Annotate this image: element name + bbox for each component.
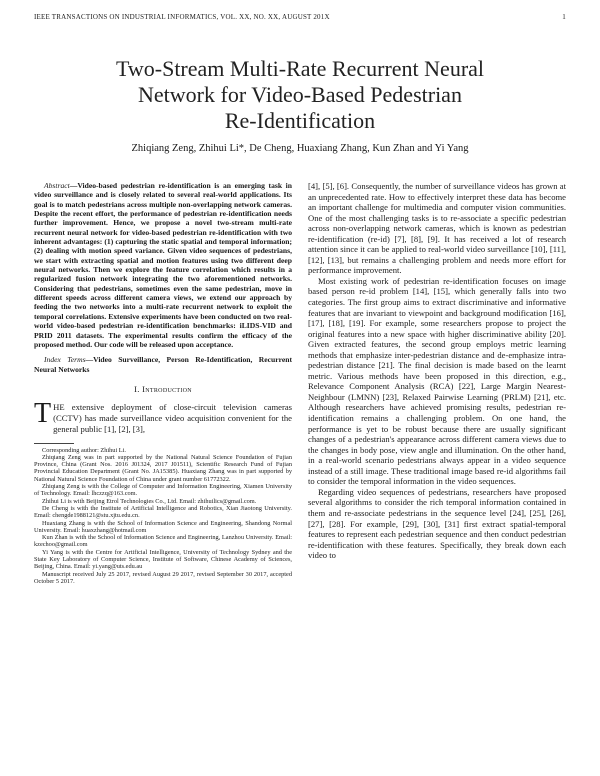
page-number: 1 — [562, 13, 566, 21]
index-terms — [34, 355, 292, 374]
abstract-label: Abstract — [44, 181, 70, 190]
footnote: De Cheng is with the Institute of Artificial Intelligence and Robotics, Xian Jiaotong University. Email: chengde1988121@stu.xjtu.edu.cn. — [34, 504, 292, 520]
right-column — [308, 181, 566, 771]
footnote-rule — [34, 443, 74, 444]
footnote: Zhiqiang Zeng is with the College of Computer and Information Engineering, Xiamen University of Technology. Email: lhczzq@163.com. — [34, 483, 292, 498]
title-line-2: Network for Video-Based Pedestrian — [138, 82, 462, 107]
author-list: Zhiqiang Zeng, Zhihui Li*, De Cheng, Huaxiang Zhang, Kun Zhan and Yi Yang — [131, 143, 469, 154]
body-paragraph: Regarding video sequences of pedestrians, researchers have proposed several algorithms to consider the rich temporal information contained in them and re-associate pedestrians in the sequence level [24], [25], [26], [27], [28]. For example, [29], [30], [31] first extract spatial-temporal features to represent each pedestrian sequence and then conduct pedestrian re-identification with these features. Specifically, they break down each video to — [308, 486, 566, 561]
abstract-text: —Video-based pedestrian re-identification is an emerging task in video surveillance and is closely related to several real-world applications. Its goal is to match pedestrians across multiple non-overlapping network cameras. Despite the recent effort, the performance of pedestrian re-identification needs further improvement. Hence, we propose a novel two-stream multi-rate recurrent neural network for video-based pedestrian re-identification with two inherent advantages: (1) capturing the static spatial and temporal information; (2) dealing with motion speed variance. Given video sequences of pedestrians, we start with extracting spatial and motion features using two different deep neural networks. Then we explore the feature correlation which results in a regularized fusion network integrating the two aforementioned networks. Considering that pedestrians, sometimes even the same pedestrian, move in different speeds across different camera views, we extend our approach by feeding the two networks into a multi-rate recurrent network to exploit the temporal correlations. Extensive experiments have been conducted on two real-world video-based pedestrian re-identification benchmarks: iLIDS-VID and PRID 2011 datasets. The experimental results confirm the efficacy of the proposed method. Our code will be released upon acceptance. — [34, 181, 292, 349]
footnote: Kun Zhan is with the School of Information Science and Engineering, Lanzhou University. Email: kzechoo@gmail.com — [34, 534, 292, 549]
journal-header: IEEE TRANSACTIONS ON INDUSTRIAL INFORMATICS, VOL. XX, NO. XX, AUGUST 201X — [34, 13, 330, 21]
body-paragraph: Most existing work of pedestrian re-identification focuses on image based person re-id problem [14], [15], which generally falls into two categories. The first group aims to extract discriminative and informative features that are invariant to viewpoint and background modification [16], [17], [18], [19]. For example, some researchers propose to project the original features into a new space with higher discriminative ability [20]. Given extracted features, the second group employs metric learning methods that emphasize inter-pedestrian distance and de-emphasize intra-pedestrian distance [21]. The final decision is made based on the learnt metric. Various methods have been proposed in this direction, e.g., Relevance Component Analysis (RCA) [22], Large Margin Nearest-Neighbour (LMNN) [23], Relaxed Pairwise Learning (PRLM) [21], etc. Although researchers have achieved promising results, pedestrian re-identification remains a challenging problem. On one hand, the performance is yet to be robust because there are usually significant changes of a pedestrian's appearance across different camera views due to the changes in body pose, view angle and illumination. On the other hand, in a real-world scenario pedestrians always appear in a video sequence instead of a still image. These traditional image based re-id algorithms fail to consider the temporal information in the video sequences. — [308, 275, 566, 487]
footnote: Manuscript received July 25 2017, revised August 29 2017, revised September 30 2017, accepted October 5 2017. — [34, 570, 292, 585]
running-header — [34, 13, 566, 25]
left-column — [34, 181, 292, 771]
title-line-1: Two-Stream Multi-Rate Recurrent Neural — [115, 56, 485, 81]
index-terms-label: Index Terms — [44, 355, 86, 365]
paper-title — [40, 56, 560, 134]
body-paragraph: [4], [5], [6]. Consequently, the number of surveillance videos has grown at an unprecedented rate. How to effectively interpret these data has become an important challenge for multimedia and computer vision communities. One of the most challenging tasks is to re-associate a specific pedestrian across non-overlapping network cameras, which is known as pedestrian re-identification (re-id) [7], [8], [9]. It has received a lot of research attention since it can be applied to real-world video surveillance [10], [11], [12], [13], but remains a challenging problem and needs more effort for performance improvement. — [308, 181, 566, 276]
drop-cap: T — [34, 397, 52, 429]
footnote: Zhiqiang Zeng was in part supported by the National Natural Science Foundation of Fujian Province, China (Grant Nos. 2016 J01324, 2017 J01511), Scientific Research Fund of Fujian Provincial Education Department (Grant No. JA15385). Huaxiang Zhang was in part supported by National Natural Science Foundation of China under grant number 61772322. — [34, 453, 292, 483]
footnote: Corresponding author: Zhihui Li. — [42, 446, 126, 454]
title-line-3: Re-Identification — [224, 108, 376, 133]
intro-paragraph: THE extensive deployment of close-circuit television cameras (CCTV) has made surveillance video acquisition convenient for the general public [1], [2], [3], — [34, 397, 292, 434]
intro-text: extensive deployment of close-circuit television cameras (CCTV) has made surveillance video acquisition convenient for the general public [1], [2], [3], — [53, 401, 292, 434]
index-terms-text: —Video Surveillance, Person Re-Identification, Recurrent Neural Networks — [34, 355, 292, 374]
footnote: Zhihui Li is with Beijing Etrol Technologies Co., Ltd. Email: zhihuilics@gmail.com. — [42, 497, 257, 505]
section-heading-introduction: I. Introduction — [134, 383, 192, 394]
abstract — [34, 181, 292, 349]
footnote: Huaxiang Zhang is with the School of Information Science and Engineering, Shandong Normal University. Email: huaxzhang@hotmail.com — [34, 519, 292, 534]
footnote: Yi Yang is with the Centre for Artificial Intelligence, University of Technology Sydney and the State Key Laboratory of Computer Science, Institute of Software, Chinese Academy of Sciences, Beijing, China. Email: yi.yang@uts.edu.au — [34, 548, 292, 571]
